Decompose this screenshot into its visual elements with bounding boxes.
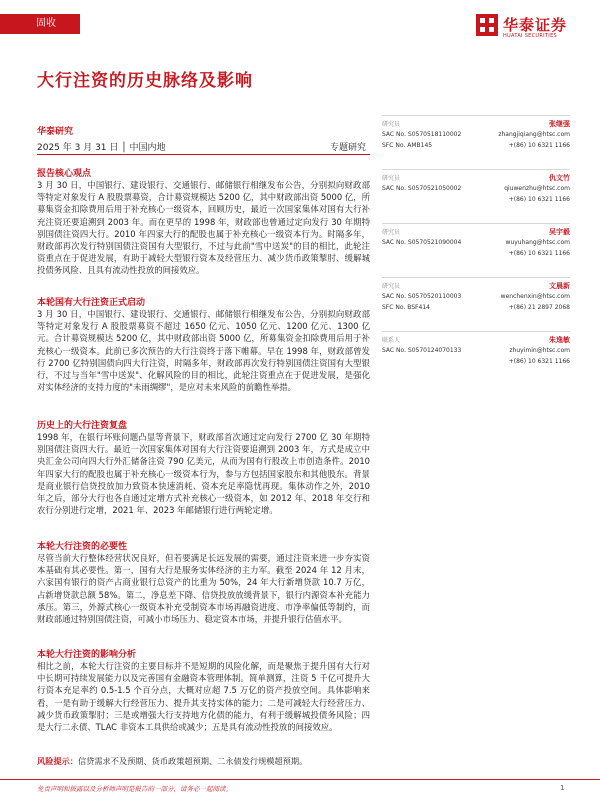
header-rule [37, 154, 370, 155]
analyst-sac: SAC No. S0570521050002 [382, 185, 462, 192]
analyst-role: 研究员 [382, 121, 401, 128]
analyst-sac: SAC No. S0570124070133 [382, 347, 462, 354]
analyst-name: 仇文竹 [549, 174, 570, 182]
section-title-launch: 本轮国有大行注资正式启动 [37, 298, 146, 308]
analyst-card [382, 277, 570, 331]
section-text-necessity: 尽管当前大行整体经营状况良好，但若要满足长远发展的需要，通过注资来进一步夯实资本基础有其必要性。第一，国有大行是服务实体经济的主力军。截至 2024 年 12 月末，六家国有银行的资产占商业银行总资产的比重为 50%，24 年大行新增贷款 10.7 万亿，占新增贷款总额 58%。第二，净息差下降、信贷投放放缓背景下，银行内源资本补充能力承压。第三，外源式核心一级资本补充受制资本市场再融资进度、市净率偏低等制约，而财政部通过特别国债注资，可减小市场压力、稳定资本市场，并提升银行估值水平。 [37, 553, 370, 625]
analyst-role: 联系人 [382, 337, 401, 344]
section-title-history: 历史上的大行注资复盘 [37, 421, 128, 431]
footer-rule [0, 779, 600, 780]
analyst-phone: +(86) 10 6321 1166 [508, 250, 570, 257]
analyst-name: 朱逸敏 [549, 336, 570, 344]
report-title: 大行注资的历史脉络及影响 [37, 71, 253, 91]
analyst-sac: SAC No. S0570518110002 [382, 131, 462, 138]
analyst-email[interactable]: wuyuhang@htsc.com [505, 239, 570, 246]
section-text-impact: 相比之前，本轮大行注资的主要目标并不是短期的风险化解，而是聚焦于提升国有大行对中长期可持续发展能力以及完善国有金融资本管理体制。简单测算，注资 5 千亿可提升大行资本充足率约 0.5-1.5 个百分点，大概对应超 7.5 万亿的资产投放空间。具体影响来看，一是有助于缓解大行经营压力、提升其支持实体的能力；二是可减轻大行经营压力、减少货币政策掣肘；三是或增强大行支持地方化债的能力，有利于缓解城投债务风险；四是大行二永债、TLAC 非资本工具供给或减少；五是具有流动性投放的间接效应。 [37, 661, 370, 733]
analyst-email[interactable]: zhuyimin@htsc.com [509, 347, 570, 354]
research-brand: 华泰研究 [37, 127, 74, 137]
section-text-history: 1998 年，在银行坏账问题凸显等背景下，财政部首次通过定向发行 2700 亿 30 年期特别国债注资四大行。最近一次国家集体对国有大行注资要追溯到 2003 年，方式是成立中央汇金公司向四大行外汇储备注资 790 亿美元，从而为国有行股改上市创造条件。2010 年四家大行的配股也属于补充核心一级资本行为，参与方包括国家股东和其他股东。背景是商业银行信贷投放加力致资本快速消耗、资本充足率隐忧再现。集体动作之外，2010 年之后，部分大行也各自通过定增方式补充核心一级资本，如 2012 年、2018 年交行和农行分别进行定增，2021 年、2023 年邮储银行进行两轮定增。 [37, 432, 370, 516]
analyst-card [382, 169, 570, 223]
risk-label: 风险提示： [37, 756, 78, 766]
analyst-role: 研究员 [382, 283, 401, 290]
analyst-name: 吴宇毅 [549, 228, 570, 236]
analyst-email[interactable]: zhangjiqiang@htsc.com [498, 131, 570, 138]
analyst-phone: +(86) 10 6321 1166 [508, 142, 570, 149]
analyst-card [382, 223, 570, 277]
analyst-sac: SAC No. S0570521090004 [382, 239, 462, 246]
section-text-launch: 3 月 30 日，中国银行、建设银行、交通银行、邮储银行相继发布公告，分别拟向财政部等特定对象发行 A 股股票募资不超过 1650 亿元、1050 亿元、1200 亿元、1300 亿元。合计募资规模达 5200 亿，其中财政部出资 5000 亿，所募集资金扣除费用后用于补充核心一级资本。此前已多次预告的大行注资终于落下帷幕。早在 1998 年，财政部曾发行 2700 亿特别国债向四大行注资，时隔多年，财政部再次发行特别国债注资国有大型银行，不过与当年"雪中送炭"、化解风险的目的相比，此轮注资重点在于促进发展，是强化对实体经济的支持力度的"未雨绸缪"，是应对未来风险的前瞻性举措。 [37, 309, 370, 393]
logo-text: 华泰证券 [503, 16, 568, 34]
analyst-phone: +(86) 21 2897 2068 [508, 304, 570, 311]
company-logo [476, 12, 586, 42]
analyst-email[interactable]: qiuwenzhu@htsc.com [504, 185, 570, 192]
report-type: 专题研究 [330, 143, 367, 153]
category-tag: 固收 [0, 14, 80, 34]
section-title-impact: 本轮大行注资的影响分析 [37, 650, 137, 660]
section-text-summary: 3 月 30 日，中国银行、建设银行、交通银行、邮储银行相继发布公告，分别拟向财政部等特定对象发行 A 股股票募资，合计募资规模达 5200 亿，其中财政部出资 5000 亿，所募集资金扣除费用后用于补充核心一级资本，回顾历史，最近一次国家集体对国有大行补充注资还要追溯到 2003 年。而在更早的 1998 年，财政部也曾通过定向发行 30 年期特别国债注资四大行。2010 年四家大行的配股也属于补充核心一级资本行为。时隔多年，财政部再次发行特别国债注资国有大型银行，不过与此前"雪中送炭"的目的相比，此轮注资重点在于促进发展，有助于减轻大型银行资本及经营压力、减少货币政策掣肘、缓解城投债务风险、且具有流动性投放的间接效应。 [37, 180, 370, 276]
huatai-logo-icon [476, 14, 498, 36]
analyst-card [382, 115, 570, 169]
analyst-role: 研究员 [382, 229, 401, 236]
analyst-card [382, 331, 570, 385]
analyst-sfc: SFC No. AMB145 [382, 142, 433, 149]
analyst-name: 张继强 [549, 120, 570, 128]
analyst-role: 研究员 [382, 175, 401, 182]
analyst-email[interactable]: wenchenxin@htsc.com [500, 293, 570, 300]
risk-text: 信贷需求不及预期、货币政策超预期、二永债发行规模超预期。 [77, 756, 308, 766]
analyst-name: 文晨新 [549, 282, 570, 290]
logo-text-en: HUATAI SECURITIES [503, 33, 557, 39]
report-date: 2025 年 3 月 31 日 │ 中国内地 [37, 143, 166, 153]
footer-disclaimer: 免责声明和披露以及分析师声明是报告的一部分，请务必一起阅读。 [37, 785, 232, 793]
section-title-necessity: 本轮大行注资的必要性 [37, 542, 128, 552]
analyst-sfc: SFC No. BSF414 [382, 304, 430, 311]
analyst-sac: SAC No. S0570520110003 [382, 293, 462, 300]
risk-warning [37, 756, 307, 767]
analyst-phone: +(86) 10 6321 1166 [508, 196, 570, 203]
analyst-phone: +(86) 10 6321 1166 [508, 358, 570, 365]
analyst-panel [382, 115, 570, 385]
page-number: 1 [560, 784, 565, 792]
section-title-summary: 报告核心观点 [37, 169, 92, 179]
